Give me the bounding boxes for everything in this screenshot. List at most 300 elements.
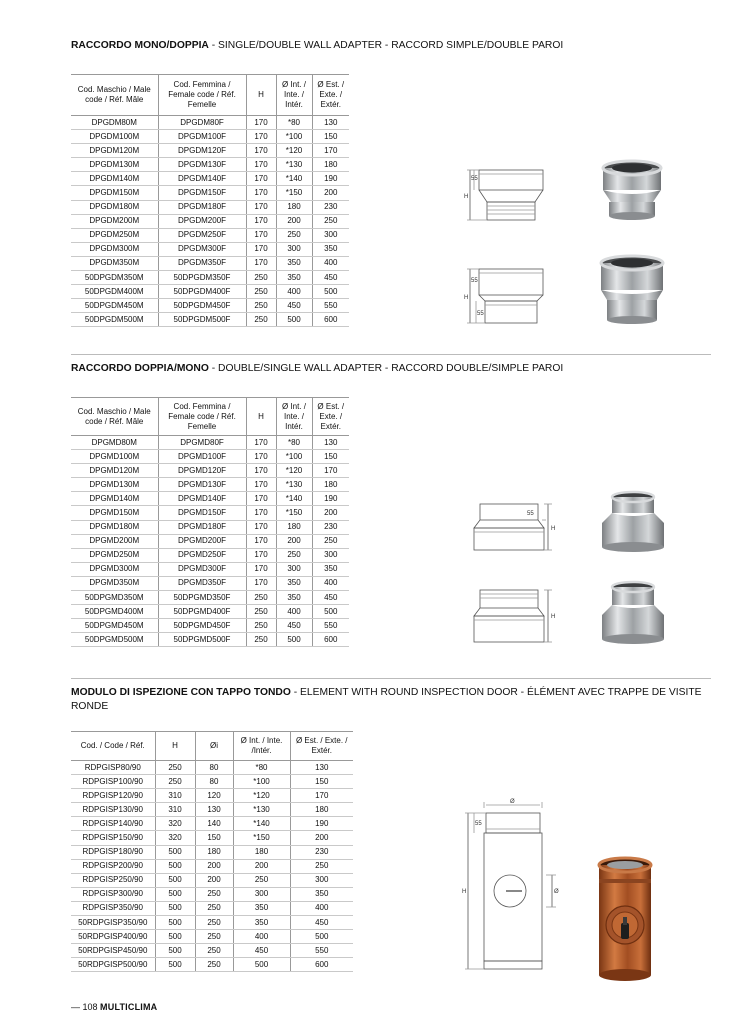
section2-title-rest: - DOUBLE/SINGLE WALL ADAPTER - RACCORD DOUBLE/SIMPLE PAROI bbox=[208, 363, 564, 374]
table-row bbox=[71, 186, 349, 200]
table-cell: 500 bbox=[155, 916, 195, 930]
table-cell: 500 bbox=[155, 901, 195, 915]
table-cell: 50RDPGISP350/90 bbox=[71, 916, 155, 930]
table-row bbox=[71, 958, 353, 972]
table-cell: 300 bbox=[233, 887, 290, 901]
table-cell: RDPGISP300/90 bbox=[71, 887, 155, 901]
page-footer bbox=[71, 1002, 157, 1012]
table-cell: DPGDM350M bbox=[71, 256, 158, 270]
col-header: H bbox=[246, 75, 276, 116]
col-header: Ø Est. / Exte. / Extér. bbox=[312, 75, 349, 116]
table-cell: RDPGISP80/90 bbox=[71, 761, 155, 775]
col-header: Ø Int. / Inte. / Intér. bbox=[276, 398, 312, 436]
brand-name: MULTICLIMA bbox=[100, 1002, 158, 1012]
dim-label: 55 bbox=[471, 176, 478, 182]
table-cell: DPGDM140M bbox=[71, 172, 158, 186]
table-cell: 170 bbox=[312, 464, 349, 478]
table-cell: RDPGISP180/90 bbox=[71, 845, 155, 859]
table-cell: 170 bbox=[246, 130, 276, 144]
page-number: — 108 bbox=[71, 1002, 98, 1012]
table-cell: DPGDM250F bbox=[158, 228, 246, 242]
table-cell: *130 bbox=[276, 478, 312, 492]
table-cell: 150 bbox=[312, 130, 349, 144]
table-cell: DPGDM130M bbox=[71, 158, 158, 172]
section3-title-rest: - ELEMENT WITH ROUND INSPECTION DOOR - ÉLÉMENT AVEC TRAPPE DE VISITE RONDE bbox=[71, 687, 702, 712]
table-row bbox=[71, 436, 349, 450]
table-cell: DPGDM100F bbox=[158, 130, 246, 144]
table-cell: 150 bbox=[290, 775, 353, 789]
table-cell: 600 bbox=[312, 313, 349, 327]
table-cell: 170 bbox=[246, 172, 276, 186]
table-row bbox=[71, 200, 349, 214]
table-row bbox=[71, 789, 353, 803]
section3-title bbox=[71, 686, 711, 714]
table-cell: 130 bbox=[290, 761, 353, 775]
table-row bbox=[71, 144, 349, 158]
table-cell: RDPGISP200/90 bbox=[71, 859, 155, 873]
table-cell: 250 bbox=[246, 619, 276, 633]
table-cell: 350 bbox=[276, 256, 312, 270]
table-cell: RDPGISP100/90 bbox=[71, 775, 155, 789]
dim-label: Ø bbox=[554, 889, 559, 895]
table-cell: *100 bbox=[276, 130, 312, 144]
product-photo-section3 bbox=[585, 855, 665, 987]
table-cell: 200 bbox=[276, 534, 312, 548]
table-cell: 50DPGMD350F bbox=[158, 591, 246, 605]
table-row bbox=[71, 285, 349, 299]
dim-label: 55 bbox=[471, 278, 478, 284]
section2-title-bold: RACCORDO DOPPIA/MONO bbox=[71, 363, 209, 374]
table-cell: 170 bbox=[246, 506, 276, 520]
table-row bbox=[71, 873, 353, 887]
table-cell: 350 bbox=[233, 916, 290, 930]
table-cell: 500 bbox=[155, 958, 195, 972]
table-cell: 170 bbox=[246, 242, 276, 256]
table-cell: 400 bbox=[233, 930, 290, 944]
table-cell: 400 bbox=[312, 576, 349, 590]
table-cell: *80 bbox=[233, 761, 290, 775]
table-cell: 230 bbox=[312, 520, 349, 534]
table-cell: *120 bbox=[233, 789, 290, 803]
table-cell: DPGMD140M bbox=[71, 492, 158, 506]
table-cell: 400 bbox=[276, 285, 312, 299]
table-row bbox=[71, 803, 353, 817]
table-cell: 130 bbox=[312, 436, 349, 450]
table-cell: 350 bbox=[290, 887, 353, 901]
table-cell: 200 bbox=[312, 506, 349, 520]
table-section3 bbox=[71, 731, 353, 972]
table-cell: 180 bbox=[312, 478, 349, 492]
table-cell: 250 bbox=[233, 873, 290, 887]
table-cell: DPGDM120M bbox=[71, 144, 158, 158]
table-cell: 320 bbox=[155, 831, 195, 845]
table-cell: 250 bbox=[195, 930, 233, 944]
table-cell: RDPGISP130/90 bbox=[71, 803, 155, 817]
table-cell: DPGMD130M bbox=[71, 478, 158, 492]
table-cell: 500 bbox=[312, 285, 349, 299]
dim-label: 55 bbox=[475, 821, 482, 827]
table-cell: 320 bbox=[155, 817, 195, 831]
table-cell: DPGDM180M bbox=[71, 200, 158, 214]
dim-label: H bbox=[551, 526, 556, 532]
table-cell: DPGDM80M bbox=[71, 116, 158, 130]
section1-title-rest: - SINGLE/DOUBLE WALL ADAPTER - RACCORD SIMPLE/DOUBLE PAROI bbox=[208, 40, 564, 51]
table-cell: DPGMD300M bbox=[71, 562, 158, 576]
table-cell: 450 bbox=[276, 619, 312, 633]
col-header: H bbox=[246, 398, 276, 436]
table-cell: 190 bbox=[312, 172, 349, 186]
table-cell: 200 bbox=[195, 873, 233, 887]
table-cell: DPGDM130F bbox=[158, 158, 246, 172]
col-header: Ø Int. / Inte. /Intér. bbox=[233, 732, 290, 761]
dim-label: H bbox=[462, 889, 467, 895]
table-cell: DPGDM100M bbox=[71, 130, 158, 144]
table-cell: *80 bbox=[276, 116, 312, 130]
table-cell: 50DPGDM350F bbox=[158, 271, 246, 285]
table-cell: 250 bbox=[246, 633, 276, 647]
table-cell: 120 bbox=[195, 789, 233, 803]
table-cell: 500 bbox=[155, 845, 195, 859]
table-cell: 250 bbox=[195, 916, 233, 930]
dim-label: 55 bbox=[477, 311, 484, 317]
table-cell: 50DPGDM400F bbox=[158, 285, 246, 299]
table-cell: DPGMD180M bbox=[71, 520, 158, 534]
table-cell: 500 bbox=[155, 944, 195, 958]
table-cell: DPGMD80F bbox=[158, 436, 246, 450]
table-cell: 250 bbox=[246, 591, 276, 605]
table-cell: 300 bbox=[276, 562, 312, 576]
table-cell: 250 bbox=[246, 285, 276, 299]
table-row bbox=[71, 172, 349, 186]
table-cell: DPGDM200F bbox=[158, 214, 246, 228]
table-section1 bbox=[71, 74, 349, 327]
table-cell: DPGMD180F bbox=[158, 520, 246, 534]
table-cell: 170 bbox=[246, 116, 276, 130]
table-cell: *140 bbox=[233, 817, 290, 831]
product-photo-section2 bbox=[593, 485, 673, 650]
table-cell: *120 bbox=[276, 144, 312, 158]
table-cell: 170 bbox=[246, 200, 276, 214]
table-cell: *140 bbox=[276, 492, 312, 506]
table-cell: 400 bbox=[276, 605, 312, 619]
table-cell: DPGMD100M bbox=[71, 450, 158, 464]
table-cell: DPGMD150M bbox=[71, 506, 158, 520]
table-cell: 180 bbox=[290, 803, 353, 817]
table-cell: RDPGISP120/90 bbox=[71, 789, 155, 803]
table-cell: 170 bbox=[246, 464, 276, 478]
table-cell: 50RDPGISP400/90 bbox=[71, 930, 155, 944]
table-cell: 550 bbox=[290, 944, 353, 958]
table-cell: DPGMD350M bbox=[71, 576, 158, 590]
table-cell: DPGDM180F bbox=[158, 200, 246, 214]
table-cell: DPGMD200F bbox=[158, 534, 246, 548]
table-cell: 170 bbox=[246, 158, 276, 172]
drawing-section2 bbox=[470, 498, 560, 648]
table-cell: 500 bbox=[312, 605, 349, 619]
table-row bbox=[71, 562, 349, 576]
table-row bbox=[71, 845, 353, 859]
table-cell: *130 bbox=[276, 158, 312, 172]
table-cell: 170 bbox=[246, 492, 276, 506]
table-row bbox=[71, 775, 353, 789]
table-cell: 250 bbox=[246, 605, 276, 619]
table-cell: 200 bbox=[233, 859, 290, 873]
table-cell: 50DPGMD400F bbox=[158, 605, 246, 619]
dim-label: Ø bbox=[510, 799, 515, 805]
table-cell: DPGDM250M bbox=[71, 228, 158, 242]
table-cell: DPGMD120M bbox=[71, 464, 158, 478]
table-cell: 170 bbox=[290, 789, 353, 803]
table-cell: *150 bbox=[276, 506, 312, 520]
table-cell: DPGDM150F bbox=[158, 186, 246, 200]
dim-label: 55 bbox=[527, 511, 534, 517]
table-cell: 310 bbox=[155, 789, 195, 803]
section-divider bbox=[71, 354, 711, 355]
table-cell: 50DPGDM400M bbox=[71, 285, 158, 299]
table-cell: 130 bbox=[195, 803, 233, 817]
dim-label: H bbox=[464, 295, 469, 301]
table-cell: DPGDM120F bbox=[158, 144, 246, 158]
table-cell: 50DPGDM450F bbox=[158, 299, 246, 313]
table-row bbox=[71, 916, 353, 930]
table-cell: 250 bbox=[155, 761, 195, 775]
table-cell: 450 bbox=[276, 299, 312, 313]
table-cell: 230 bbox=[312, 200, 349, 214]
table-cell: 50DPGMD450M bbox=[71, 619, 158, 633]
table-cell: 50DPGDM500M bbox=[71, 313, 158, 327]
section1-title bbox=[71, 39, 711, 53]
section2-title bbox=[71, 362, 711, 376]
table-cell: DPGDM140F bbox=[158, 172, 246, 186]
table-row bbox=[71, 242, 349, 256]
table-cell: *100 bbox=[233, 775, 290, 789]
drawing-section1 bbox=[462, 160, 547, 328]
table-cell: 250 bbox=[195, 887, 233, 901]
table-cell: 50DPGMD350M bbox=[71, 591, 158, 605]
col-header: Cod. Maschio / Male code / Réf. Mâle bbox=[71, 398, 158, 436]
table-cell: 250 bbox=[195, 958, 233, 972]
table-cell: *130 bbox=[233, 803, 290, 817]
table-cell: 150 bbox=[195, 831, 233, 845]
col-header: Ø Int. / Inte. / Intér. bbox=[276, 75, 312, 116]
table-cell: *100 bbox=[276, 450, 312, 464]
table-row bbox=[71, 633, 349, 647]
table-row bbox=[71, 901, 353, 915]
section-divider bbox=[71, 678, 711, 679]
table-cell: 500 bbox=[276, 313, 312, 327]
table-cell: 190 bbox=[312, 492, 349, 506]
table-cell: 50DPGMD450F bbox=[158, 619, 246, 633]
table-cell: 170 bbox=[246, 436, 276, 450]
table-row bbox=[71, 116, 349, 130]
table-row bbox=[71, 817, 353, 831]
table-row bbox=[71, 591, 349, 605]
table-cell: 450 bbox=[312, 591, 349, 605]
table-cell: 250 bbox=[195, 944, 233, 958]
table-cell: 200 bbox=[195, 859, 233, 873]
table-cell: 50DPGDM450M bbox=[71, 299, 158, 313]
table-cell: 50DPGMD400M bbox=[71, 605, 158, 619]
table-cell: 500 bbox=[155, 873, 195, 887]
table-row bbox=[71, 299, 349, 313]
table-cell: 500 bbox=[155, 887, 195, 901]
table-cell: 250 bbox=[276, 228, 312, 242]
table-cell: 600 bbox=[290, 958, 353, 972]
table-cell: 350 bbox=[233, 901, 290, 915]
table-cell: 170 bbox=[246, 576, 276, 590]
table-row bbox=[71, 520, 349, 534]
table-cell: 350 bbox=[276, 271, 312, 285]
table-cell: 170 bbox=[246, 520, 276, 534]
table-cell: 250 bbox=[290, 859, 353, 873]
table-cell: 170 bbox=[246, 228, 276, 242]
section1-title-bold: RACCORDO MONO/DOPPIA bbox=[71, 40, 209, 51]
dim-label: H bbox=[551, 614, 556, 620]
table-row bbox=[71, 944, 353, 958]
table-cell: 350 bbox=[312, 562, 349, 576]
table-row bbox=[71, 619, 349, 633]
table-cell: 80 bbox=[195, 761, 233, 775]
col-header: H bbox=[155, 732, 195, 761]
table-cell: DPGMD250M bbox=[71, 548, 158, 562]
table-cell: 250 bbox=[155, 775, 195, 789]
table-cell: 50RDPGISP500/90 bbox=[71, 958, 155, 972]
table-cell: *150 bbox=[233, 831, 290, 845]
table-cell: 550 bbox=[312, 619, 349, 633]
col-header: Ø Est. / Exte. / Extér. bbox=[290, 732, 353, 761]
table-row bbox=[71, 930, 353, 944]
table-cell: RDPGISP150/90 bbox=[71, 831, 155, 845]
table-cell: DPGMD120F bbox=[158, 464, 246, 478]
table-cell: DPGDM200M bbox=[71, 214, 158, 228]
table-cell: 170 bbox=[312, 144, 349, 158]
table-cell: 50DPGMD500F bbox=[158, 633, 246, 647]
table-cell: 80 bbox=[195, 775, 233, 789]
col-header: Cod. Femmina / Female code / Réf. Femelle bbox=[158, 398, 246, 436]
table-row bbox=[71, 506, 349, 520]
table-cell: 400 bbox=[290, 901, 353, 915]
table-row bbox=[71, 831, 353, 845]
dim-label: H bbox=[464, 194, 469, 200]
table-cell: 600 bbox=[312, 633, 349, 647]
table-cell: 180 bbox=[233, 845, 290, 859]
table-cell: DPGMD350F bbox=[158, 576, 246, 590]
table-cell: 170 bbox=[246, 214, 276, 228]
table-cell: 170 bbox=[246, 144, 276, 158]
table-cell: DPGMD250F bbox=[158, 548, 246, 562]
table-cell: 180 bbox=[195, 845, 233, 859]
table-cell: 170 bbox=[246, 478, 276, 492]
table-cell: 200 bbox=[290, 831, 353, 845]
table-cell: RDPGISP140/90 bbox=[71, 817, 155, 831]
table-cell: DPGMD140F bbox=[158, 492, 246, 506]
table-cell: *120 bbox=[276, 464, 312, 478]
table-cell: *80 bbox=[276, 436, 312, 450]
table-cell: 170 bbox=[246, 534, 276, 548]
table-cell: 170 bbox=[246, 450, 276, 464]
product-photo-section1 bbox=[595, 158, 670, 333]
table-cell: 500 bbox=[276, 633, 312, 647]
col-header: Cod. Femmina / Female code / Réf. Femelle bbox=[158, 75, 246, 116]
table-cell: DPGMD100F bbox=[158, 450, 246, 464]
table-cell: 350 bbox=[276, 576, 312, 590]
table-cell: 140 bbox=[195, 817, 233, 831]
table-cell: 170 bbox=[246, 562, 276, 576]
table-cell: 300 bbox=[276, 242, 312, 256]
table-row bbox=[71, 256, 349, 270]
table-cell: DPGMD200M bbox=[71, 534, 158, 548]
table-cell: 180 bbox=[276, 520, 312, 534]
table-cell: DPGDM80F bbox=[158, 116, 246, 130]
table-cell: 150 bbox=[312, 450, 349, 464]
table-cell: 170 bbox=[246, 548, 276, 562]
table-cell: 250 bbox=[195, 901, 233, 915]
table-row bbox=[71, 450, 349, 464]
table-cell: 190 bbox=[290, 817, 353, 831]
table-cell: DPGMD130F bbox=[158, 478, 246, 492]
table-cell: DPGMD150F bbox=[158, 506, 246, 520]
table-row bbox=[71, 534, 349, 548]
table-row bbox=[71, 576, 349, 590]
table-cell: DPGDM350F bbox=[158, 256, 246, 270]
table-cell: *140 bbox=[276, 172, 312, 186]
col-header: Øi bbox=[195, 732, 233, 761]
table-cell: 400 bbox=[312, 256, 349, 270]
table-cell: 250 bbox=[246, 271, 276, 285]
table-row bbox=[71, 313, 349, 327]
table-row bbox=[71, 214, 349, 228]
col-header: Cod. / Code / Réf. bbox=[71, 732, 155, 761]
table-cell: 550 bbox=[312, 299, 349, 313]
table-cell: DPGMD80M bbox=[71, 436, 158, 450]
table-section2 bbox=[71, 397, 349, 647]
table-cell: DPGMD300F bbox=[158, 562, 246, 576]
table-cell: 50DPGDM350M bbox=[71, 271, 158, 285]
drawing-section3 bbox=[460, 795, 570, 985]
table-row bbox=[71, 548, 349, 562]
table-cell: 170 bbox=[246, 256, 276, 270]
table-row bbox=[71, 130, 349, 144]
table-cell: RDPGISP250/90 bbox=[71, 873, 155, 887]
table-cell: 300 bbox=[312, 548, 349, 562]
table-row bbox=[71, 228, 349, 242]
table-cell: 250 bbox=[246, 299, 276, 313]
table-cell: 500 bbox=[155, 930, 195, 944]
section3-title-bold: MODULO DI ISPEZIONE CON TAPPO TONDO bbox=[71, 687, 291, 698]
table-cell: 500 bbox=[155, 859, 195, 873]
table-cell: 500 bbox=[233, 958, 290, 972]
table-cell: 230 bbox=[290, 845, 353, 859]
table-cell: 310 bbox=[155, 803, 195, 817]
table-cell: 350 bbox=[312, 242, 349, 256]
table-cell: 50DPGDM500F bbox=[158, 313, 246, 327]
table-cell: 450 bbox=[233, 944, 290, 958]
table-cell: DPGDM300M bbox=[71, 242, 158, 256]
table-row bbox=[71, 464, 349, 478]
table-cell: 180 bbox=[276, 200, 312, 214]
table-cell: 250 bbox=[246, 313, 276, 327]
table-cell: 250 bbox=[312, 214, 349, 228]
table-cell: 200 bbox=[312, 186, 349, 200]
table-cell: *150 bbox=[276, 186, 312, 200]
table-row bbox=[71, 859, 353, 873]
table-cell: 500 bbox=[290, 930, 353, 944]
table-cell: 350 bbox=[276, 591, 312, 605]
table-cell: 180 bbox=[312, 158, 349, 172]
table-cell: 130 bbox=[312, 116, 349, 130]
table-cell: 250 bbox=[276, 548, 312, 562]
table-cell: 300 bbox=[290, 873, 353, 887]
